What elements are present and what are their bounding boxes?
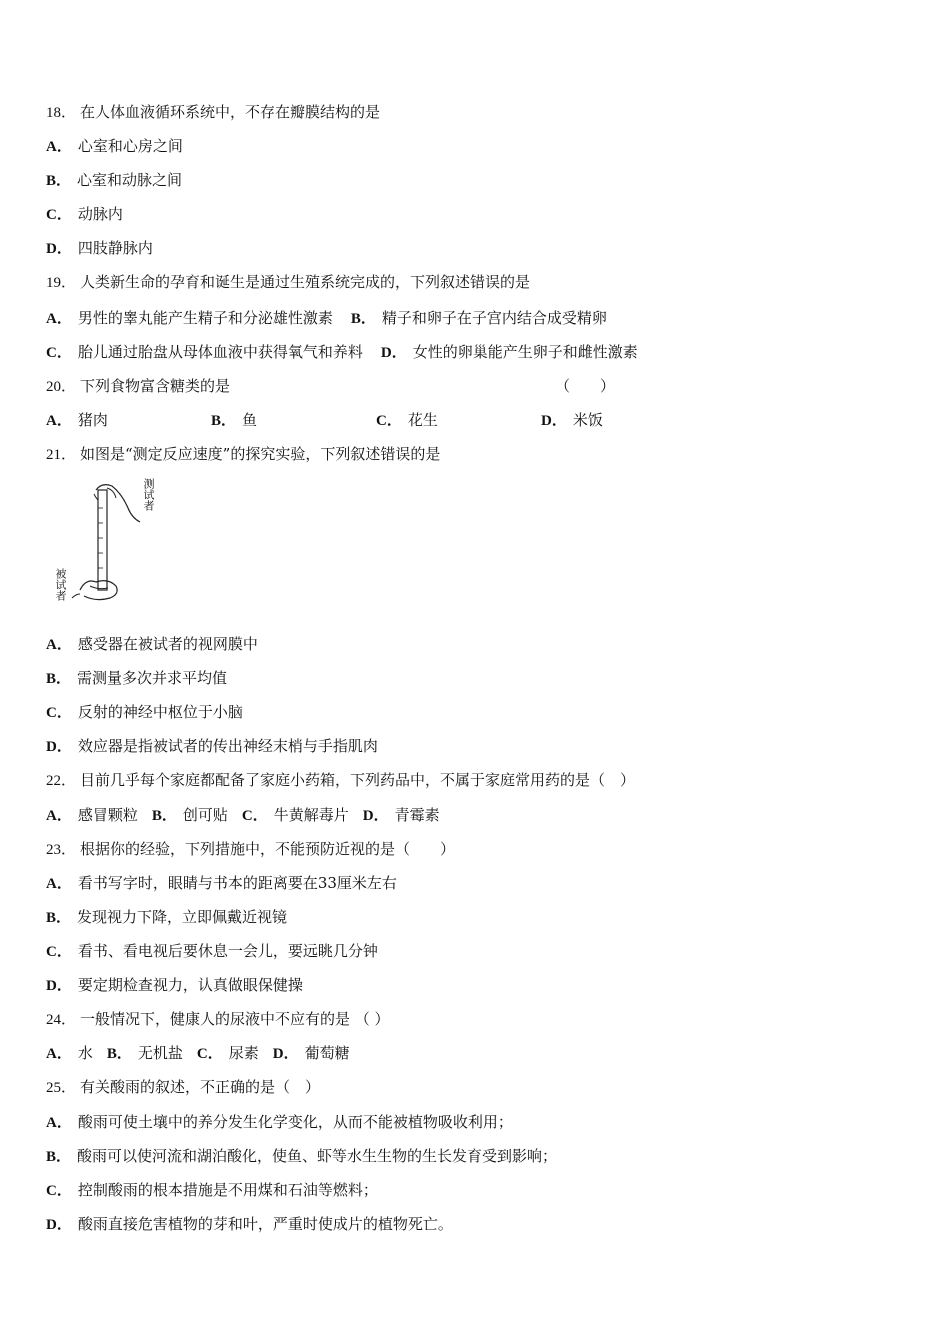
q22-option-a[interactable]: A． 感冒颗粒	[46, 806, 138, 824]
q21-option-a[interactable]: A． 感受器在被试者的视网膜中	[46, 635, 258, 653]
q19-options-row-2	[46, 342, 638, 363]
answer-blank: （ ）	[555, 377, 616, 395]
reaction-test-figure	[50, 478, 170, 613]
subject-label: 被试者	[54, 568, 67, 601]
q21-option-d[interactable]: D． 效应器是指被试者的传出神经末梢与手指肌肉	[46, 737, 378, 755]
question-19-stem: 19． 人类新生命的孕育和诞生是通过生殖系统完成的，下列叙述错误的是	[46, 273, 531, 291]
question-23-stem: 23． 根据你的经验，下列措施中，不能预防近视的是（ ）	[46, 840, 456, 858]
q19-options-row-1	[46, 308, 607, 329]
q24-options	[46, 1043, 364, 1064]
q19-option-a[interactable]: A． 男性的睾丸能产生精子和分泌雄性激素	[46, 309, 333, 327]
question-25-stem: 25． 有关酸雨的叙述，不正确的是（ ）	[46, 1078, 321, 1096]
q18-option-d[interactable]: D． 四肢静脉内	[46, 239, 153, 257]
question-24-stem: 24． 一般情况下，健康人的尿液中不应有的是 （ ）	[46, 1010, 390, 1028]
q19-option-d[interactable]: D． 女性的卵巢能产生卵子和雌性激素	[380, 343, 638, 361]
q18-option-b[interactable]: B． 心室和动脉之间	[46, 171, 183, 189]
q23-option-b[interactable]: B． 发现视力下降，立即佩戴近视镜	[46, 908, 288, 926]
q19-option-c[interactable]: C． 胎儿通过胎盘从母体血液中获得氧气和养料	[46, 343, 363, 361]
question-text: 在人体血液循环系统中，不存在瓣膜结构的是	[80, 103, 381, 121]
q18-option-a[interactable]: A． 心室和心房之间	[46, 137, 183, 155]
q23-option-a[interactable]: A． 看书写字时，眼睛与书本的距离要在33厘米左右	[46, 874, 397, 892]
q21-option-b[interactable]: B． 需测量多次并求平均值	[46, 669, 228, 687]
q22-option-d[interactable]: D． 青霉素	[362, 806, 440, 824]
question-20-stem: 20． 下列食物富含糖类的是	[46, 377, 231, 395]
question-22-stem: 22． 目前几乎每个家庭都配备了家庭小药箱，下列药品中，不属于家庭常用药的是（ ）	[46, 771, 636, 789]
question-18-stem	[46, 102, 380, 123]
q20-option-d[interactable]: D． 米饭	[541, 411, 603, 429]
q19-option-b[interactable]: B． 精子和卵子在子宫内结合成受精卵	[350, 309, 607, 327]
q20-option-c[interactable]: C． 花生	[376, 411, 438, 429]
q21-option-c[interactable]: C． 反射的神经中枢位于小脑	[46, 703, 243, 721]
q25-option-c[interactable]: C． 控制酸雨的根本措施是不用煤和石油等燃料；	[46, 1181, 378, 1199]
q22-options	[46, 805, 454, 826]
q25-option-a[interactable]: A． 酸雨可使土壤中的养分发生化学变化，从而不能被植物吸收利用；	[46, 1113, 513, 1131]
question-21-stem: 21． 如图是“测定反应速度”的探究实验，下列叙述错误的是	[46, 445, 441, 463]
q20-option-a[interactable]: A． 猪肉	[46, 411, 108, 429]
q25-option-b[interactable]: B． 酸雨可以使河流和湖泊酸化，使鱼、虾等水生生物的生长发育受到影响；	[46, 1147, 558, 1165]
q20-option-b[interactable]: B． 鱼	[211, 411, 258, 429]
q24-option-a[interactable]: A． 水	[46, 1044, 93, 1062]
q22-option-b[interactable]: B． 创可贴	[151, 806, 228, 824]
question-number: 18．	[46, 105, 77, 121]
tester-label: 测试者	[142, 478, 155, 511]
q23-option-c[interactable]: C． 看书、看电视后要休息一会儿，要远眺几分钟	[46, 942, 378, 960]
q24-option-c[interactable]: C． 尿素	[196, 1044, 259, 1062]
q22-option-c[interactable]: C． 牛黄解毒片	[241, 806, 349, 824]
q25-option-d[interactable]: D． 酸雨直接危害植物的芽和叶，严重时使成片的植物死亡。	[46, 1215, 453, 1233]
q24-option-d[interactable]: D． 葡萄糖	[272, 1044, 350, 1062]
q24-option-b[interactable]: B． 无机盐	[106, 1044, 183, 1062]
q18-option-c[interactable]: C． 动脉内	[46, 205, 123, 223]
q23-option-d[interactable]: D． 要定期检查视力，认真做眼保健操	[46, 976, 303, 994]
q20-options	[46, 410, 706, 431]
